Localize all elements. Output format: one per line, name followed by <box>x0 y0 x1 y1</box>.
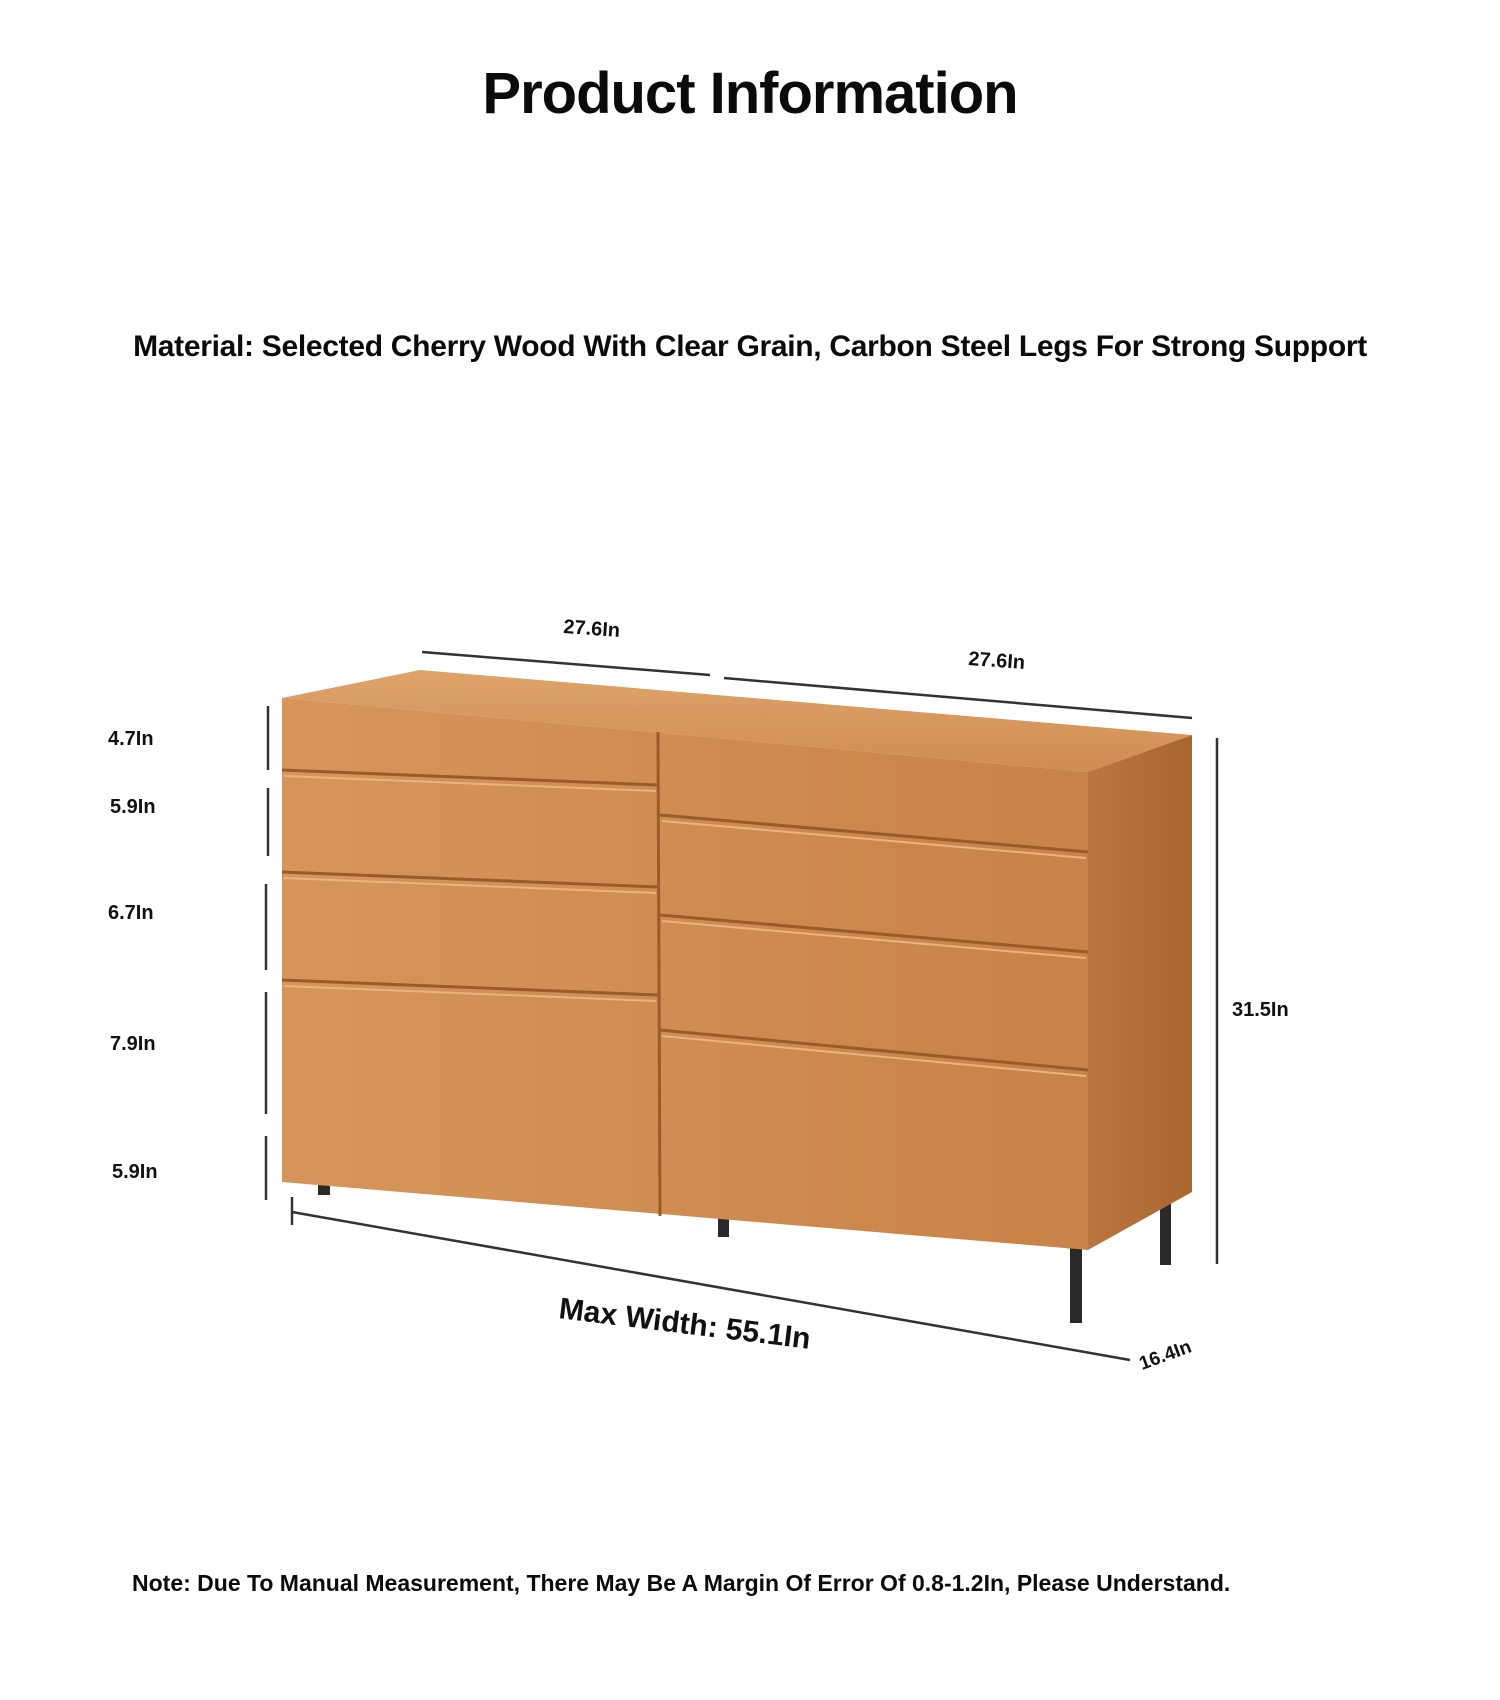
max-width-label: Max Width: 55.1In <box>557 1292 813 1356</box>
drawer-height-label-4: 7.9In <box>110 1033 156 1055</box>
leg-height-label: 5.9In <box>112 1161 158 1183</box>
drawer-height-label-1: 4.7In <box>108 728 154 750</box>
page-title: Product Information <box>482 61 1018 126</box>
top-right-width-label: 27.6In <box>967 648 1026 674</box>
leg-front-right <box>1070 1248 1082 1323</box>
drawer-height-label-2: 5.9In <box>110 796 156 818</box>
dresser-side-panel <box>1088 735 1192 1250</box>
top-left-width-label: 27.6In <box>562 616 621 642</box>
drawer-height-label-3: 6.7In <box>108 902 154 924</box>
total-height-label: 31.5In <box>1232 999 1289 1021</box>
depth-label: 16.4In <box>1136 1336 1195 1375</box>
top-left-width-line <box>422 652 710 675</box>
measurement-note: Note: Due To Manual Measurement, There May Be A Margin Of Error Of 0.8-1.2In, Please Understand. <box>132 1570 1231 1596</box>
leg-back-right <box>1160 1200 1171 1265</box>
material-description: Material: Selected Cherry Wood With Clear Grain, Carbon Steel Legs For Strong Support <box>133 330 1367 363</box>
